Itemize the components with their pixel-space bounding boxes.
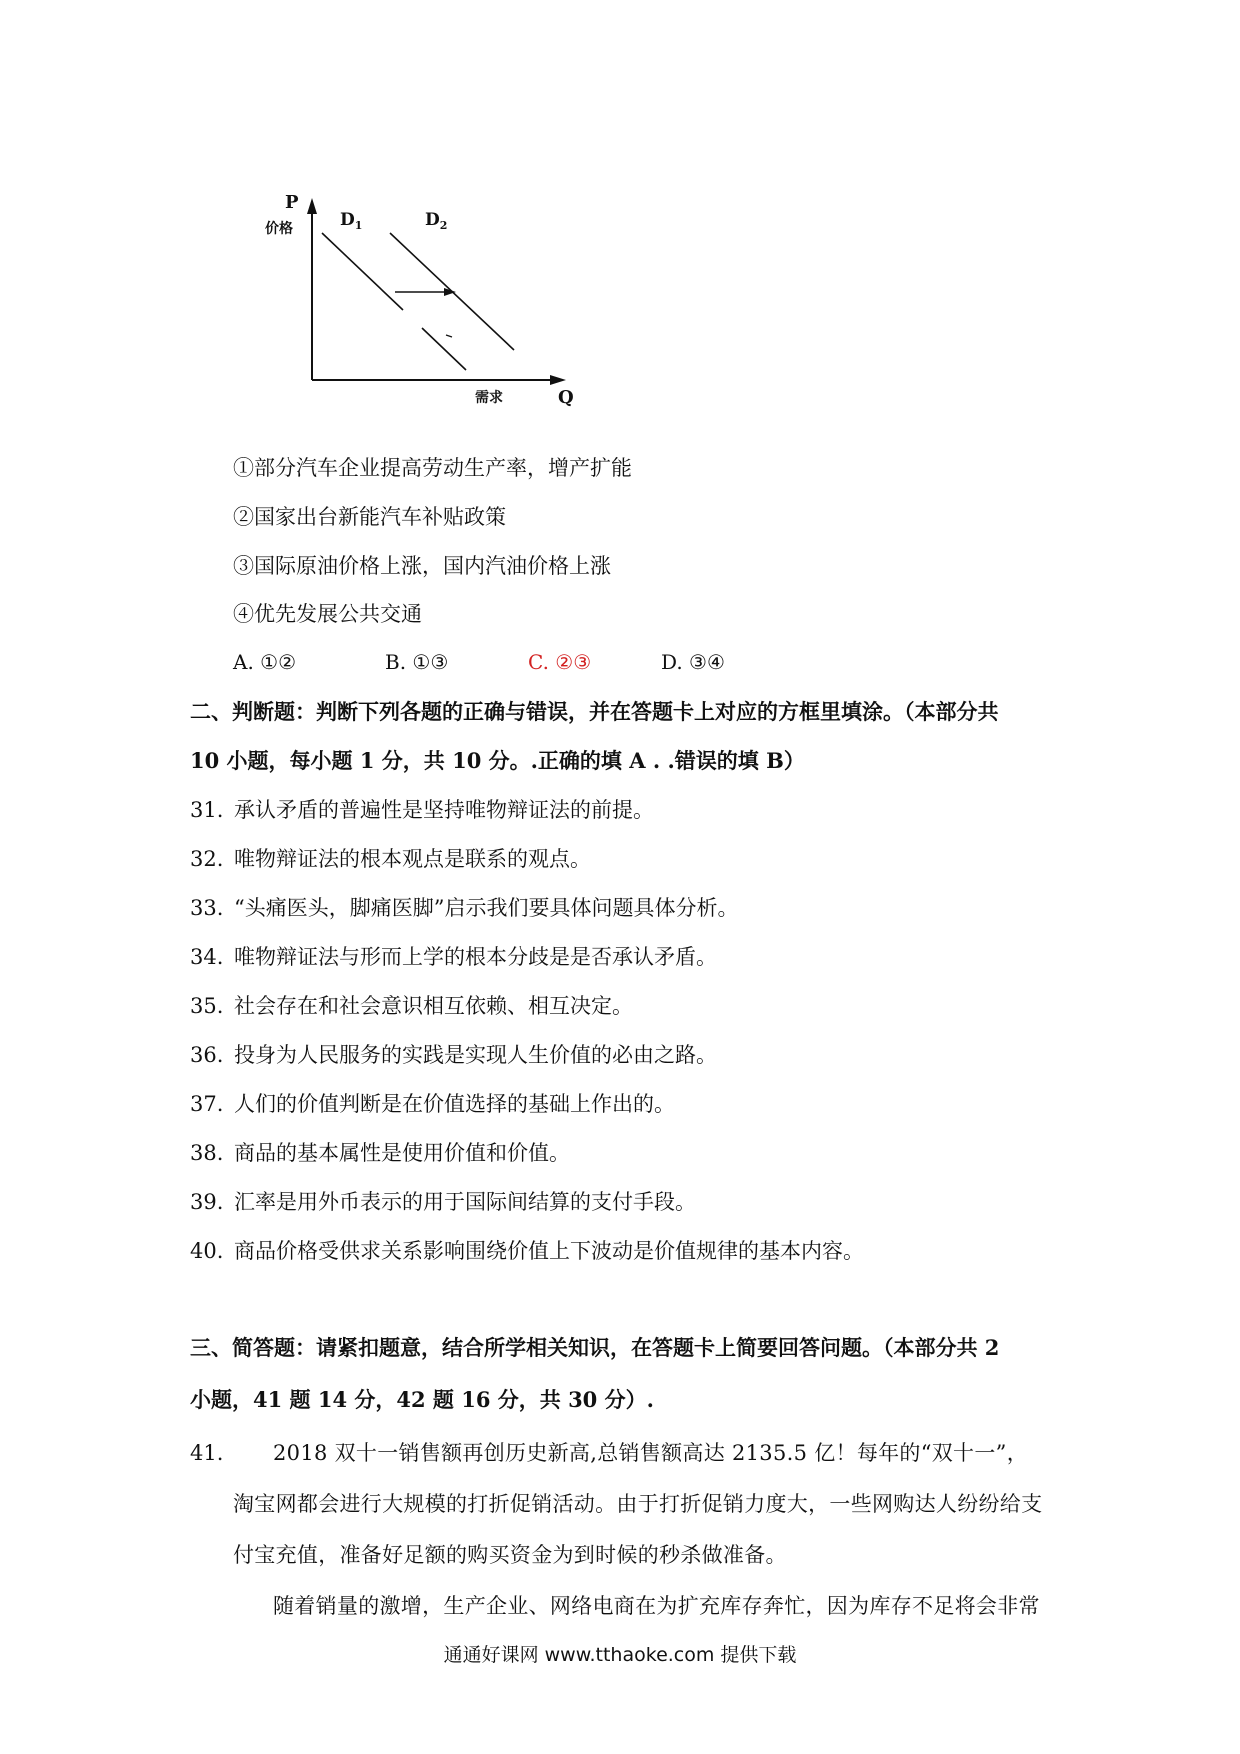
- question-39: [190, 1188, 696, 1216]
- q41-line-1: 2018 双十一销售额再创历史新高,总销售额高达 2135.5 亿！每年的“双十一”，: [273, 1441, 1028, 1465]
- question-text: 商品价格受供求关系影响围绕价值上下波动是价值规律的基本内容。: [234, 1239, 864, 1263]
- q41-line-2: 淘宝网都会进行大规模的打折促销活动。由于打折促销力度大，一些网购达人纷纷给支: [233, 1492, 1043, 1516]
- question-40: [190, 1237, 864, 1265]
- x-axis-arrow: [550, 375, 566, 385]
- y-axis-label: 价格: [265, 221, 293, 237]
- option-1: ①部分汽车企业提高劳动生产率，增产扩能: [233, 456, 632, 480]
- x-axis-letter: Q: [558, 387, 574, 408]
- question-37: [190, 1090, 675, 1118]
- choice-a: A. ①②: [233, 650, 297, 674]
- question-34: [190, 943, 717, 971]
- question-41-number: 41.: [190, 1441, 224, 1465]
- question-text: 投身为人民服务的实践是实现人生价值的必由之路。: [234, 1043, 717, 1067]
- question-35: [190, 992, 633, 1020]
- demand-curve-d1: [322, 233, 403, 310]
- choice-d: D. ③④: [661, 650, 725, 674]
- question-text: 承认矛盾的普遍性是坚持唯物辩证法的前提。: [234, 798, 654, 822]
- question-text: 社会存在和社会意识相互依赖、相互决定。: [234, 994, 633, 1018]
- q41-line-3: 付宝充值，准备好足额的购买资金为到时候的秒杀做准备。: [233, 1543, 787, 1567]
- question-number: 37.: [190, 1092, 224, 1116]
- curve-d2-label: $D_2$: [425, 210, 448, 232]
- question-number: 34.: [190, 945, 224, 969]
- section3-title-line2: 小题，41 题 14 分，42 题 16 分，共 30 分）.: [190, 1387, 654, 1412]
- demand-shift-svg: [250, 190, 590, 420]
- y-axis-letter: P: [285, 192, 299, 213]
- question-text: 唯物辩证法与形而上学的根本分歧是是否承认矛盾。: [234, 945, 717, 969]
- question-number: 40.: [190, 1239, 224, 1263]
- section2-title-line2: 10 小题，每小题 1 分，共 10 分。.正确的填 A . .错误的填 B）: [190, 748, 805, 773]
- question-number: 39.: [190, 1190, 224, 1214]
- choice-b: B. ①③: [385, 650, 449, 674]
- question-number: 32.: [190, 847, 224, 871]
- x-axis-label: 需求: [475, 390, 503, 406]
- question-text: “头痛医头，脚痛医脚”启示我们要具体问题具体分析。: [234, 896, 739, 920]
- y-axis-arrow: [307, 198, 317, 214]
- question-31: [190, 796, 654, 824]
- option-3: ③国际原油价格上涨，国内汽油价格上涨: [233, 554, 611, 578]
- question-text: 汇率是用外币表示的用于国际间结算的支付手段。: [234, 1190, 696, 1214]
- question-number: 35.: [190, 994, 224, 1018]
- question-text: 唯物辩证法的根本观点是联系的观点。: [234, 847, 591, 871]
- diagram-mark: [446, 335, 452, 337]
- choice-c: C. ②③: [528, 650, 592, 674]
- question-text: 人们的价值判断是在价值选择的基础上作出的。: [234, 1092, 675, 1116]
- question-number: 38.: [190, 1141, 224, 1165]
- question-number: 36.: [190, 1043, 224, 1067]
- demand-shift-diagram: [250, 190, 590, 420]
- question-38: [190, 1139, 570, 1167]
- option-4: ④优先发展公共交通: [233, 602, 422, 626]
- question-number: 33.: [190, 896, 224, 920]
- question-33: [190, 894, 738, 922]
- question-text: 商品的基本属性是使用价值和价值。: [234, 1141, 570, 1165]
- option-2: ②国家出台新能汽车补贴政策: [233, 505, 506, 529]
- curve-d1-label: $D_1$: [340, 210, 363, 232]
- answer-choices: [233, 648, 833, 676]
- question-32: [190, 845, 591, 873]
- footer-source: 通通好课网 www.tthaoke.com 提供下载: [443, 1644, 797, 1666]
- section3-title-line1: 三、简答题：请紧扣题意，结合所学相关知识，在答题卡上简要回答问题。（本部分共 2: [190, 1335, 1000, 1360]
- demand-curve-d1-lower: [422, 328, 466, 370]
- section2-title-line1: 二、判断题：判断下列各题的正确与错误，并在答题卡上对应的方框里填涂。（本部分共: [190, 699, 999, 724]
- question-36: [190, 1041, 717, 1069]
- question-number: 31.: [190, 798, 224, 822]
- q41-line-4: 随着销量的激增，生产企业、网络电商在为扩充库存奔忙，因为库存不足将会非常: [273, 1594, 1040, 1618]
